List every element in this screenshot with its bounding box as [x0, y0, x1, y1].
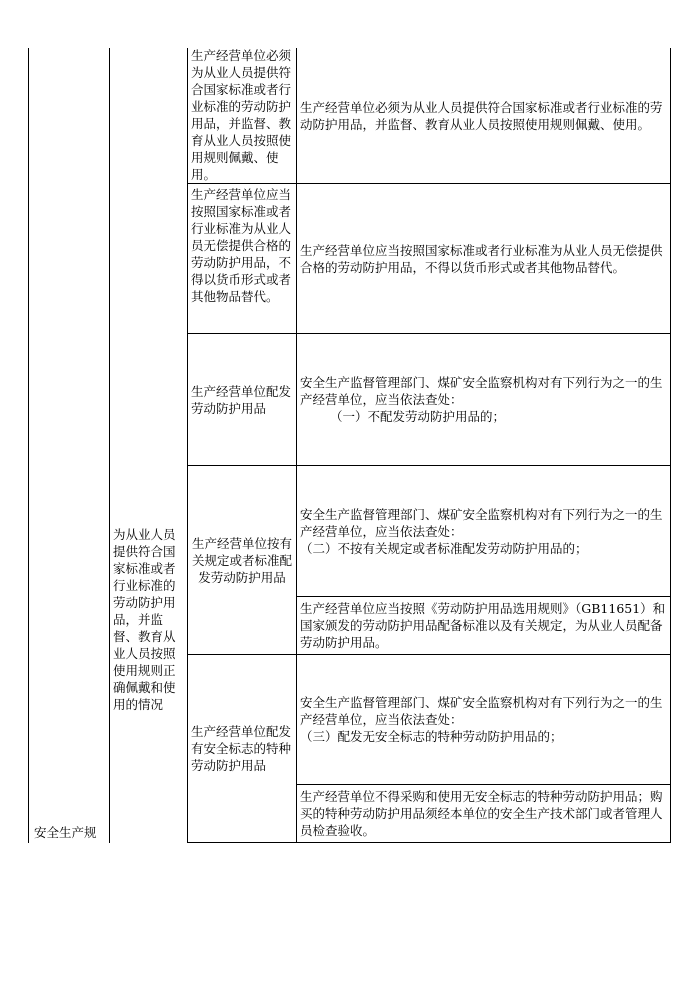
- row-5-basis2-text: 生产经营单位不得采购和使用无安全标志的特种劳动防护用品；购买的特种劳动防护用品须经本单位的安全生产技术部门或者管理人员检查验收。: [300, 789, 663, 838]
- row-2-item-cell: [191, 186, 293, 332]
- row-4-item-text: 生产经营单位按有关规定或者标准配发劳动防护用品: [191, 535, 292, 585]
- row-2-basis-cell: [300, 184, 668, 333]
- row-3-basis-clause: （一）不配发劳动防护用品的；: [330, 409, 506, 424]
- row-2-basis-text: 生产经营单位应当按照国家标准或者行业标准为从业人员无偿提供合格的劳动防护用品，不得以货币形式或者其他物品替代。: [300, 242, 663, 275]
- row-3-item-cell: [191, 334, 293, 465]
- inspection-item-text: 为从业人员提供符合国家标准或者行业标准的劳动防护用品，并监督、教育从业人员按照使用规则正确佩戴和使用的情况: [113, 527, 176, 712]
- row-5-basis-clause: （三）配发无安全标志的特种劳动防护用品的；: [300, 729, 563, 744]
- row-5-item-text: 生产经营单位配发有安全标志的特种劳动防护用品: [191, 724, 292, 773]
- row-1-item-cell: [191, 47, 293, 182]
- row-4-basis-cell: [300, 466, 668, 596]
- row-4-item-cell: [191, 466, 293, 654]
- table-vline-4: [296, 48, 297, 843]
- row-3-item-text: 生产经营单位配发劳动防护用品: [191, 383, 292, 416]
- row-2-item-text: 生产经营单位应当按照国家标准或者行业标准为从业人员无偿提供合格的劳动防护用品，不得以货币形式或者其他物品替代。: [191, 187, 292, 304]
- table-hline-bottom: [187, 842, 671, 843]
- row-3-basis-cell: [300, 334, 668, 465]
- row-1-item-text: 生产经营单位必须为从业人员提供符合国家标准或者行业标准的劳动防护用品，并监督、教育从业人员按照使用规则佩戴、使用。: [191, 48, 292, 182]
- row-5-basis-cell: [300, 655, 668, 784]
- row-4-basis2-text: 生产经营单位应当按照《劳动防护用品选用规则》（GB11651）和国家颁发的劳动防护用品配备标准以及有关规定，为从业人员配备劳动防护用品。: [300, 601, 666, 650]
- row-4-basis-text: 安全生产监督管理部门、煤矿安全监察机构对有下列行为之一的生产经营单位，应当依法查处：: [300, 506, 663, 539]
- table-vline-3: [187, 48, 188, 843]
- row-4-basis2-cell: [300, 597, 668, 654]
- category-cell: [29, 824, 109, 842]
- table-vline-left: [28, 48, 29, 843]
- row-5-basis2-cell: [300, 785, 668, 842]
- table-vline-2: [109, 48, 110, 843]
- row-5-basis-text: 安全生产监督管理部门、煤矿安全监察机构对有下列行为之一的生产经营单位，应当依法查处：: [300, 695, 663, 727]
- category-text: 安全生产规: [34, 825, 97, 840]
- row-3-basis-text: 安全生产监督管理部门、煤矿安全监察机构对有下列行为之一的生产经营单位，应当依法查处：: [300, 375, 663, 407]
- row-1-basis-text: 生产经营单位必须为从业人员提供符合国家标准或者行业标准的劳动防护用品，并监督、教育从业人员按照使用规则佩戴、使用。: [300, 100, 663, 132]
- table-vline-right: [670, 48, 671, 842]
- row-5-item-cell: [191, 655, 293, 842]
- row-4-basis-clause: （二）不按有关规定或者标准配发劳动防护用品的；: [300, 540, 588, 556]
- row-1-basis-cell: [300, 49, 668, 183]
- inspection-item-cell: [113, 526, 186, 726]
